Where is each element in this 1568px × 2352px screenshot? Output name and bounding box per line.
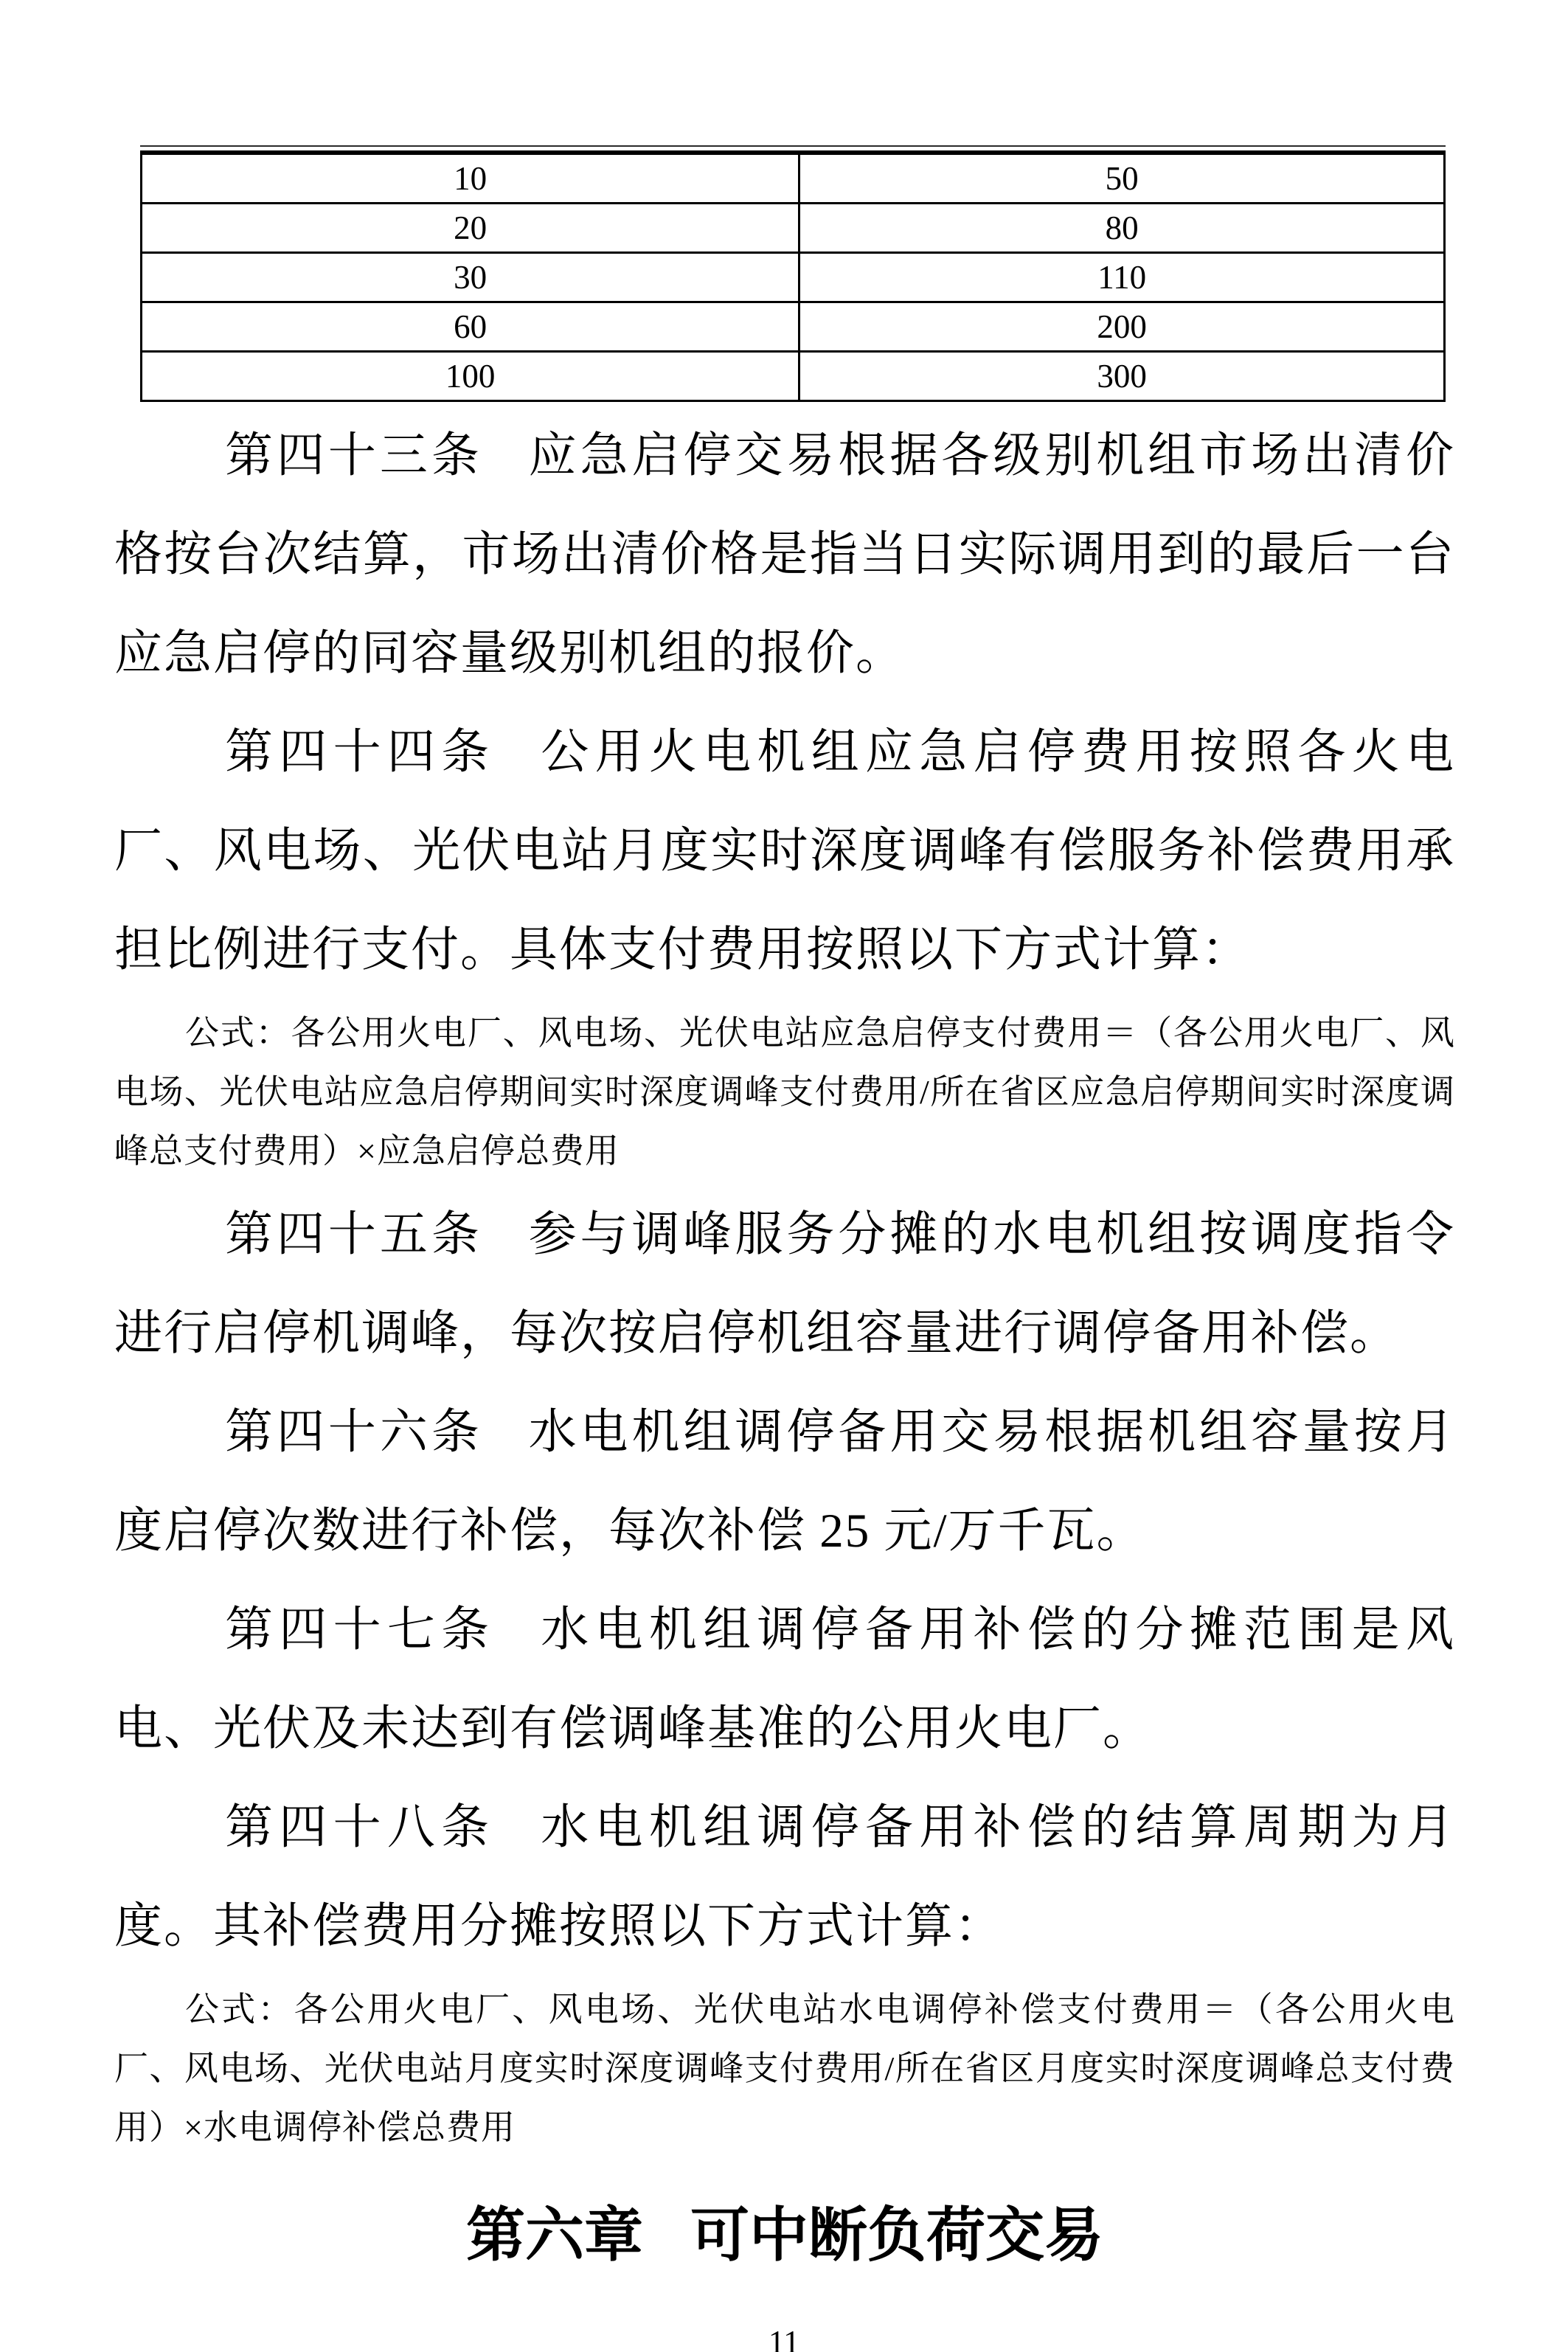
article-paragraph-44 [114,703,1455,999]
table-cell: 60 [142,302,799,352]
table-row [142,302,1445,352]
table-row [142,153,1445,204]
table-row [142,253,1445,302]
table-row [142,352,1445,401]
article-number: 第四十六条 [225,1406,483,1459]
page-number: 11 [768,2324,800,2352]
table-cell: 80 [799,204,1445,253]
table-cell: 30 [142,253,799,302]
table-cell: 110 [799,253,1445,302]
table-cell: 50 [799,153,1445,204]
table-cell: 200 [799,302,1445,352]
table-cell: 100 [142,352,799,401]
formula-paragraph-1: 公式：各公用火电厂、风电场、光伏电站应急启停支付费用＝（各公用火电厂、风电场、光伏电站应急启停期间实时深度调峰支付费用/所在省区应急启停期间实时深度调峰总支付费用）×应急启停总费用 [114,1014,1455,1170]
article-paragraph-47 [114,1581,1455,1778]
capacity-price-table-wrap [140,145,1446,402]
article-number: 第四十八条 [225,1801,496,1854]
article-body: 应急启停交易根据各级别机组市场出清价格按台次结算，市场出清价格是指当日实际调用到的最后一台应急启停的同容量级别机组的报价。 [114,429,1455,680]
article-number: 第四十七条 [225,1603,496,1657]
chapter-number: 第六章 [466,2204,643,2269]
article-body: 水电机组调停备用交易根据机组容量按月度启停次数进行补偿，每次补偿 25 元/万千瓦。 [114,1406,1455,1558]
formula-paragraph-2: 公式：各公用火电厂、风电场、光伏电站水电调停补偿支付费用＝（各公用火电厂、风电场、光伏电站月度实时深度调峰支付费用/所在省区月度实时深度调峰总支付费用）×水电调停补偿总费用 [114,1991,1455,2146]
table-row [142,204,1445,253]
chapter-heading [114,2196,1455,2277]
table-cell: 10 [142,153,799,204]
article-body: 公用火电机组应急启停费用按照各火电厂、风电场、光伏电站月度实时深度调峰有偿服务补偿费用承担比例进行支付。具体支付费用按照以下方式计算： [114,726,1455,976]
article-paragraph-48 [114,1778,1455,1976]
article-body: 水电机组调停备用补偿的结算周期为月度。其补偿费用分摊按照以下方式计算： [114,1801,1455,1953]
article-body: 水电机组调停备用补偿的分摊范围是风电、光伏及未达到有偿调峰基准的公用火电厂。 [114,1603,1455,1755]
article-paragraph-43 [114,406,1455,703]
table-cell: 300 [799,352,1445,401]
table-top-rule [140,145,1446,147]
chapter-title: 可中断负荷交易 [690,2204,1103,2269]
table-cell: 20 [142,204,799,253]
article-number: 第四十五条 [225,1208,483,1261]
article-body: 参与调峰服务分摊的水电机组按调度指令进行启停机调峰，每次按启停机组容量进行调停备用补偿。 [114,1208,1455,1360]
article-number: 第四十四条 [225,726,496,779]
article-number: 第四十三条 [225,429,483,482]
article-paragraph-46 [114,1383,1455,1581]
page-content [114,0,1455,2277]
article-paragraph-45 [114,1185,1455,1383]
capacity-price-table [140,150,1446,402]
